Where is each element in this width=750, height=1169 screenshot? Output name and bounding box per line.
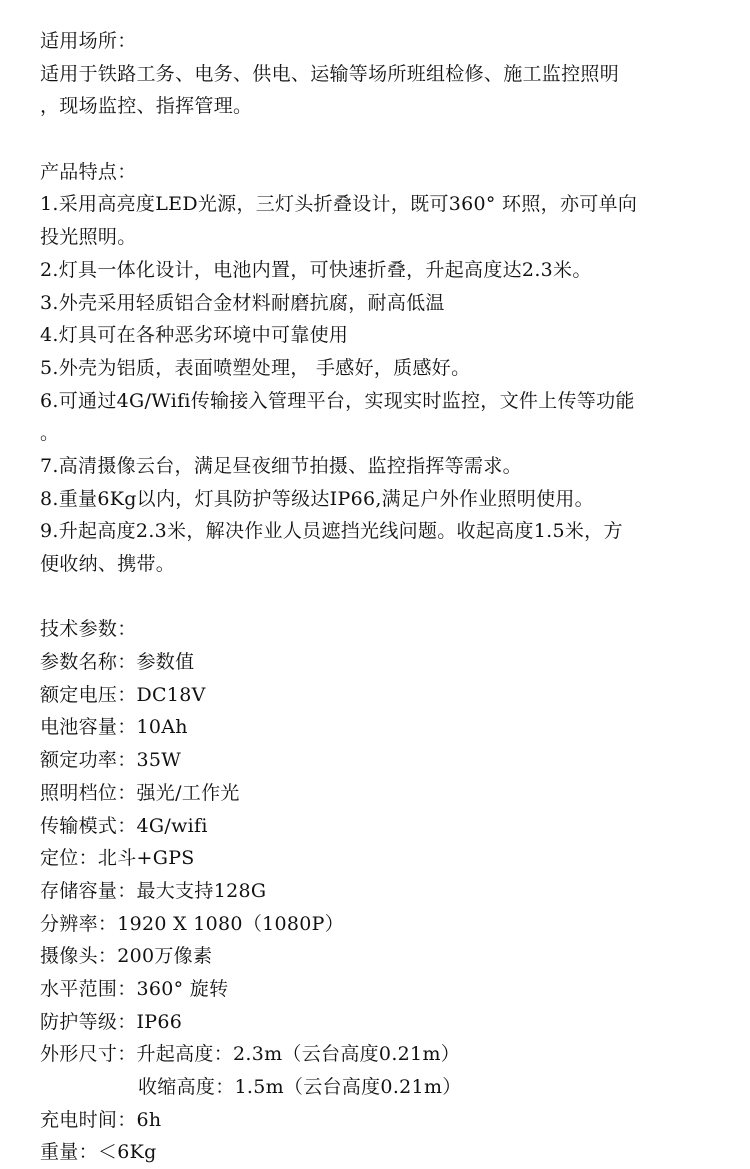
applicable-places-heading: 适用场所：: [40, 30, 137, 52]
applicable-places-line: ，现场监控、指挥管理。: [40, 95, 253, 118]
feature-line: 7.高清摄像云台，满足昼夜细节拍摄、监控指挥等需求。: [40, 454, 522, 477]
spec-line: 重量：＜6Kg: [40, 1141, 157, 1164]
feature-line: 3.外壳采用轻质铝合金材料耐磨抗腐，耐高低温: [40, 291, 445, 314]
spec-line: 外形尺寸：升起高度：2.3m（云台高度0.21m）: [40, 1043, 461, 1066]
feature-line: 便收纳、携带。: [40, 553, 176, 575]
spec-line: 额定电压：DC18V: [40, 683, 206, 706]
section-spacer: [40, 123, 720, 156]
feature-line: 9.升起高度2.3米，解决作业人员遮挡光线问题。收起高度1.5米，方: [40, 520, 623, 543]
spec-line: 传输模式：4G/wifi: [40, 814, 208, 837]
feature-line: 2.灯具一体化设计，电池内置，可快速折叠，升起高度达2.3米。: [40, 258, 592, 281]
spec-line: 定位：北斗+GPS: [40, 847, 195, 870]
feature-line: 5.外壳为铝质，表面喷塑处理， 手感好，质感好。: [40, 356, 471, 379]
spec-line: 参数名称：参数值: [40, 651, 195, 674]
spec-line: 存储容量：最大支持128G: [40, 879, 267, 902]
specs-heading: 技术参数：: [40, 618, 137, 641]
spec-line: 电池容量：10Ah: [40, 716, 188, 739]
spec-line: 照明档位：强光/工作光: [40, 781, 240, 804]
feature-line: 1.采用高亮度LED光源，三灯头折叠设计，既可360° 环照，亦可单向: [40, 193, 638, 216]
features-heading: 产品特点：: [40, 160, 137, 183]
spec-line: 充电时间：6h: [40, 1108, 162, 1131]
feature-line: 。: [40, 422, 60, 445]
spec-line: 额定功率：35W: [40, 749, 182, 772]
feature-line: 6.可通过4G/Wifi传输接入管理平台，实现实时监控，文件上传等功能: [40, 389, 635, 412]
section-spacer: [40, 581, 720, 614]
feature-line: 投光照明。: [40, 226, 137, 249]
spec-line: 摄像头：200万像素: [40, 945, 213, 968]
spec-line: 防护等级：IP66: [40, 1010, 183, 1033]
feature-line: 4.灯具可在各种恶劣环境中可靠使用: [40, 324, 349, 347]
spec-line: 收缩高度：1.5m（云台高度0.21m）: [138, 1076, 462, 1098]
applicable-places-line: 适用于铁路工务、电务、供电、运输等场所班组检修、施工监控照明: [40, 62, 620, 85]
product-description-document: [40, 25, 720, 1169]
spec-line: 分辨率：1920 X 1080（1080P）: [40, 912, 345, 935]
feature-line: 8.重量6Kg以内，灯具防护等级达IP66,满足户外作业照明使用。: [40, 487, 594, 510]
spec-line: 水平范围：360° 旋转: [40, 977, 229, 1000]
